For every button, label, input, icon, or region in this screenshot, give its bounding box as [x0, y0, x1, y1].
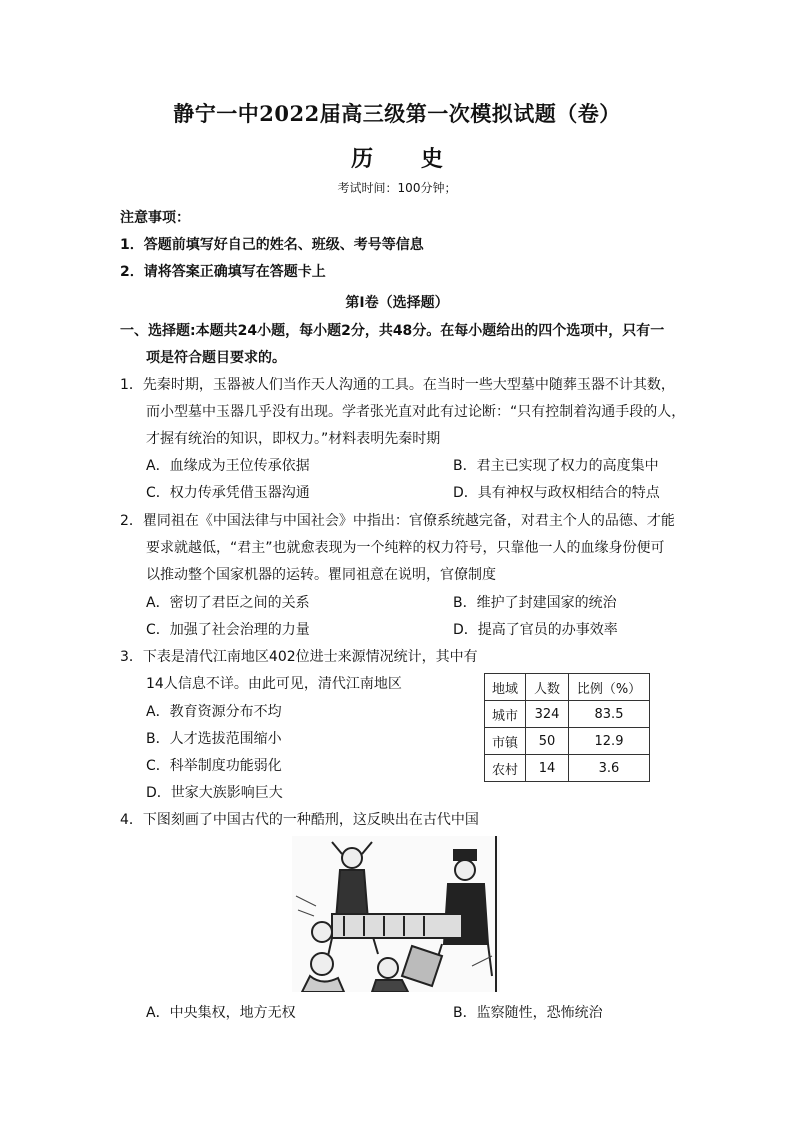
- q1-line-1: 1．先秦时期，玉器被人们当作天人沟通的工具。在当时一些大型墓中随葬玉器不计其数，: [120, 377, 675, 393]
- table-cell: 324: [526, 701, 569, 728]
- section-instruction-line-1: 一、选择题:本题共24小题，每小题2分，共48分。在每小题给出的四个选项中，只有一: [120, 323, 665, 339]
- q3-option-b[interactable]: B．人才选拔范围缩小: [146, 731, 282, 747]
- table-header-row: [485, 674, 650, 701]
- table-header-cell: 地域: [485, 674, 526, 701]
- q3-option-d[interactable]: D．世家大族影响巨大: [146, 785, 283, 801]
- notice-heading: 注意事项：: [120, 210, 190, 226]
- q3-line-2: 14人信息不详。由此可见，清代江南地区: [146, 676, 402, 692]
- q2-option-d[interactable]: D．提高了官员的办事效率: [453, 622, 618, 638]
- subject-char-1: 历: [351, 146, 374, 172]
- q4-option-b[interactable]: B．监察随性，恐怖统治: [453, 1005, 603, 1021]
- table-cell: 城市: [485, 701, 526, 728]
- table-cell: 农村: [485, 755, 526, 782]
- table-cell: 12.9: [569, 728, 650, 755]
- q3-option-c[interactable]: C．科举制度功能弱化: [146, 758, 282, 774]
- q1-option-b[interactable]: B．君主已实现了权力的高度集中: [453, 458, 659, 474]
- q4-option-a[interactable]: A．中央集权，地方无权: [146, 1005, 296, 1021]
- q3-data-table: [484, 673, 650, 782]
- q2-line-2: 要求就越低，“君主”也就愈表现为一个纯粹的权力符号，只靠他一人的血缘身份便可: [146, 540, 665, 556]
- q3-line-1: 3．下表是清代江南地区402位进士来源情况统计，其中有: [120, 649, 478, 665]
- section-instruction-line-2: 项是符合题目要求的。: [146, 350, 286, 366]
- notice-item-1: 1．答题前填写好自己的姓名、班级、考号等信息: [120, 237, 424, 253]
- table-header-cell: 人数: [526, 674, 569, 701]
- exam-time: 考试时间：100分钟；: [337, 181, 457, 195]
- table-header-cell: 比例（%）: [569, 674, 650, 701]
- table-row: [485, 701, 650, 728]
- q1-line-2: 而小型墓中玉器几乎没有出现。学者张光直对此有过论断：“只有控制着沟通手段的人，: [146, 404, 686, 420]
- section-title: 第I卷（选择题）: [345, 295, 449, 311]
- q3-option-a[interactable]: A．教育资源分布不均: [146, 704, 282, 720]
- q1-line-3: 才握有统治的知识，即权力。”材料表明先秦时期: [146, 431, 441, 447]
- q2-option-c[interactable]: C．加强了社会治理的力量: [146, 622, 310, 638]
- subject-heading: [0, 142, 794, 173]
- q1-option-a[interactable]: A．血缘成为王位传承依据: [146, 458, 310, 474]
- table-row: [485, 728, 650, 755]
- subject-char-2: 史: [420, 146, 443, 172]
- table-cell: 83.5: [569, 701, 650, 728]
- q2-option-a[interactable]: A．密切了君臣之间的关系: [146, 595, 310, 611]
- table-row: [485, 755, 650, 782]
- q1-option-d[interactable]: D．具有神权与政权相结合的特点: [453, 485, 660, 501]
- q4-line-1: 4．下图刻画了中国古代的一种酷刑，这反映出在古代中国: [120, 812, 479, 828]
- table-cell: 14: [526, 755, 569, 782]
- q2-line-1: 2．瞿同祖在《中国法律与中国社会》中指出：官僚系统越完备，对君主个人的品德、才能: [120, 513, 675, 529]
- page-title: 静宁一中2022届高三级第一次模拟试题（卷）: [173, 101, 621, 126]
- table-cell: 市镇: [485, 728, 526, 755]
- table-cell: 50: [526, 728, 569, 755]
- table-cell: 3.6: [569, 755, 650, 782]
- q2-line-3: 以推动整个国家机器的运转。瞿同祖意在说明，官僚制度: [146, 567, 496, 583]
- q2-option-b[interactable]: B．维护了封建国家的统治: [453, 595, 617, 611]
- notice-item-2: 2．请将答案正确填写在答题卡上: [120, 264, 326, 280]
- q1-option-c[interactable]: C．权力传承凭借玉器沟通: [146, 485, 310, 501]
- torture-illustration: [292, 836, 500, 992]
